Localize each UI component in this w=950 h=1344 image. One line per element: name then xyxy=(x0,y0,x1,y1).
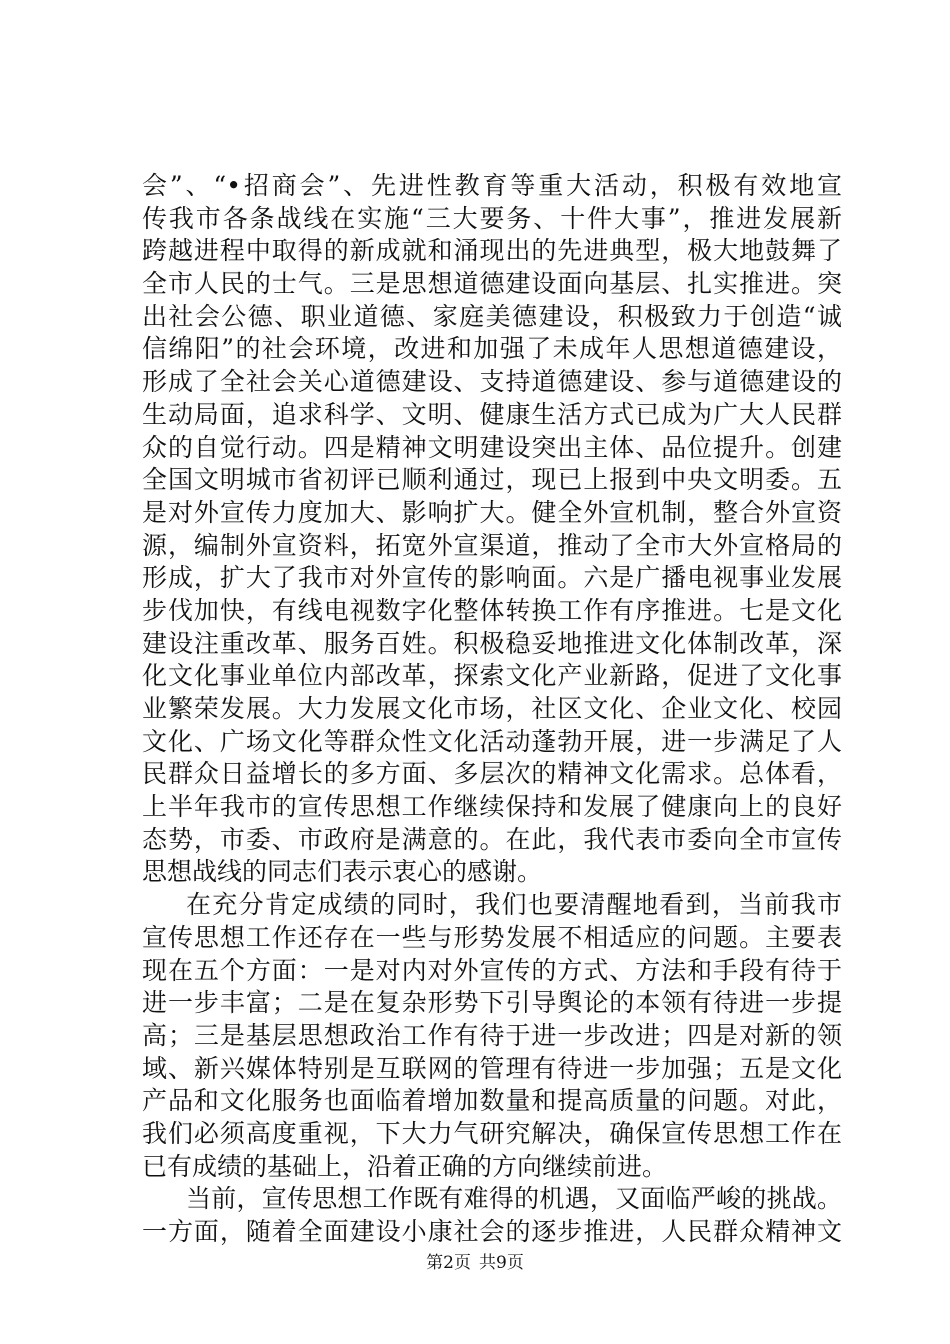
text-line-paragraph-start: 在充分肯定成绩的同时，我们也要清醒地看到，当前我市 xyxy=(186,890,842,920)
page-total: 共9页 xyxy=(479,1253,524,1273)
page-footer xyxy=(0,1252,950,1274)
text-line: 出社会公德、职业道德、家庭美德建设，积极致力于创造“诚 xyxy=(142,301,842,331)
text-line: 生动局面，追求科学、文明、健康生活方式已成为广大人民群 xyxy=(142,399,842,429)
text-line: 宣传思想工作还存在一些与形势发展不相适应的问题。主要表 xyxy=(142,922,842,952)
text-line-paragraph-end: 已有成绩的基础上，沿着正确的方向继续前进。 xyxy=(142,1151,668,1181)
text-line: 形成了全社会关心道德建设、支持道德建设、参与道德建设的 xyxy=(142,367,842,397)
text-line: 是对外宣传力度加大、影响扩大。健全外宣机制，整合外宣资 xyxy=(142,497,842,527)
text-line: 我们必须高度重视，下大力气研究解决，确保宣传思想工作在 xyxy=(142,1118,842,1148)
text-line: 化文化事业单位内部改革，探索文化产业新路，促进了文化事 xyxy=(142,661,842,691)
text-line: 形成，扩大了我市对外宣传的影响面。六是广播电视事业发展 xyxy=(142,563,842,593)
text-line: 全国文明城市省初评已顺利通过，现已上报到中央文明委。五 xyxy=(142,465,842,495)
text-line: 态势，市委、市政府是满意的。在此，我代表市委向全市宣传 xyxy=(142,824,842,854)
text-line: 会”、“•招商会”、先进性教育等重大活动，积极有效地宣 xyxy=(142,171,842,200)
text-line: 步伐加快，有线电视数字化整体转换工作有序推进。七是文化 xyxy=(142,595,842,625)
text-line: 产品和文化服务也面临着增加数量和提高质量的问题。对此， xyxy=(142,1086,842,1116)
text-line: 传我市各条战线在实施“三大要务、十件大事”，推进发展新 xyxy=(142,203,842,233)
text-line: 进一步丰富；二是在复杂形势下引导舆论的本领有待进一步提 xyxy=(142,988,842,1018)
text-line: 全市人民的士气。三是思想道德建设面向基层、扎实推进。突 xyxy=(142,269,842,299)
body-text xyxy=(142,170,842,1249)
text-line: 众的自觉行动。四是精神文明建设突出主体、品位提升。创建 xyxy=(142,432,842,462)
text-line-paragraph-start: 当前，宣传思想工作既有难得的机遇，又面临严峻的挑战。 xyxy=(186,1184,842,1214)
page-number: 第2页 xyxy=(426,1253,471,1273)
text-line: 现在五个方面：一是对内对外宣传的方式、方法和手段有待于 xyxy=(142,955,842,985)
text-line: 跨越进程中取得的新成就和涌现出的先进典型，极大地鼓舞了 xyxy=(142,236,842,266)
text-line: 信绵阳”的社会环境，改进和加强了未成年人思想道德建设， xyxy=(142,334,842,364)
text-line: 域、新兴媒体特别是互联网的管理有待进一步加强；五是文化 xyxy=(142,1053,842,1083)
text-line: 上半年我市的宣传思想工作继续保持和发展了健康向上的良好 xyxy=(142,792,842,822)
text-line: 高；三是基层思想政治工作有待于进一步改进；四是对新的领 xyxy=(142,1020,842,1050)
text-line-paragraph-end: 思想战线的同志们表示衷心的感谢。 xyxy=(142,857,543,887)
text-line: 建设注重改革、服务百姓。积极稳妥地推进文化体制改革，深 xyxy=(142,628,842,658)
text-line: 业繁荣发展。大力发展文化市场，社区文化、企业文化、校园 xyxy=(142,694,842,723)
text-line: 文化、广场文化等群众性文化活动蓬勃开展，进一步满足了人 xyxy=(142,726,842,756)
text-line: 源，编制外宣资料，拓宽外宣渠道，推动了全市大外宣格局的 xyxy=(142,530,842,560)
text-line: 一方面，随着全面建设小康社会的逐步推进，人民群众精神文 xyxy=(142,1217,842,1246)
text-line: 民群众日益增长的多方面、多层次的精神文化需求。总体看， xyxy=(142,759,842,789)
